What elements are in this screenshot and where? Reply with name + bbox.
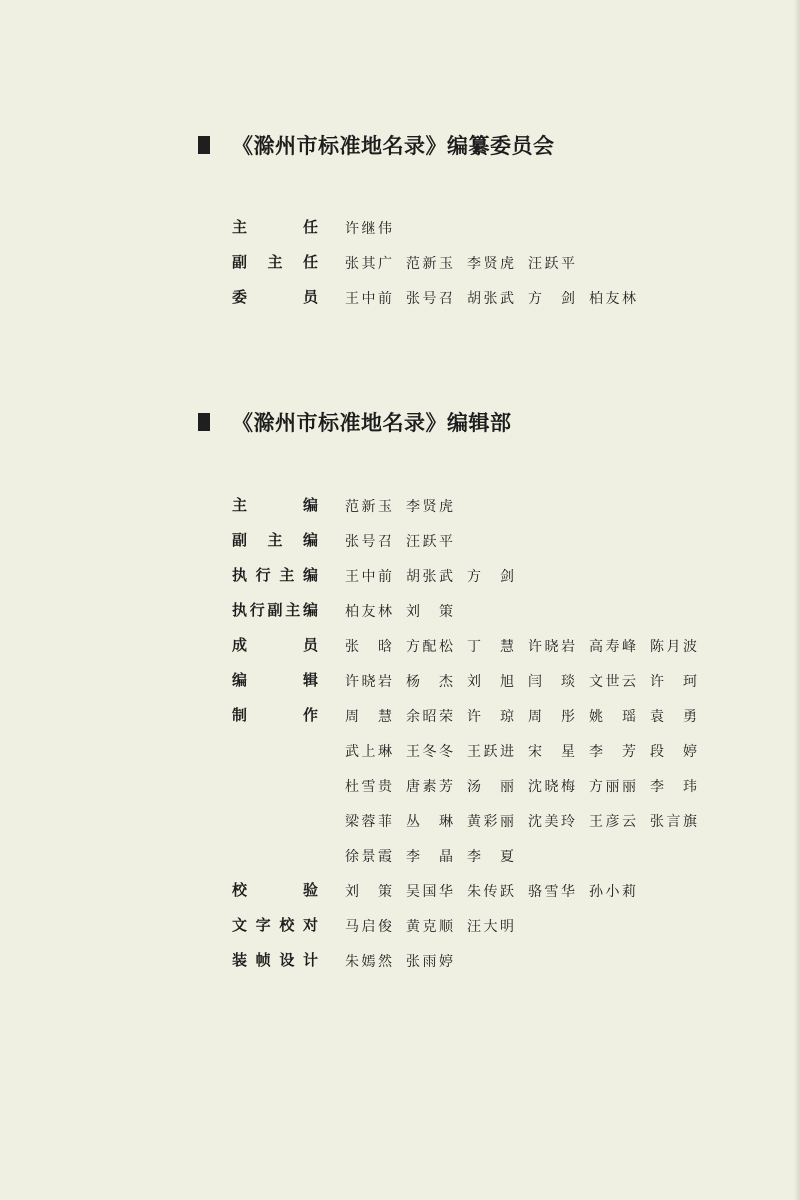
- person-name: 张言旗: [650, 814, 697, 830]
- name-cell: [528, 280, 589, 317]
- name-cell: [345, 733, 406, 770]
- person-name: 王冬冬: [406, 744, 453, 760]
- person-name: 张号召: [345, 534, 392, 550]
- person-name: 许珂: [650, 674, 697, 690]
- name-cell: [650, 733, 711, 770]
- person-name: 高寿峰: [589, 639, 636, 655]
- person-name: 胡张武: [467, 291, 514, 307]
- role-label: 执行主编: [232, 566, 318, 584]
- name-list: [345, 768, 711, 805]
- name-list: [345, 838, 528, 875]
- role-label: 副主编: [232, 531, 318, 549]
- role-label: 文字校对: [232, 916, 318, 934]
- name-cell: [589, 733, 650, 770]
- editorial-heading-text: 《滁州市标准地名录》编辑部: [232, 410, 512, 435]
- person-name: 朱嫣然: [345, 954, 392, 970]
- name-list: [345, 663, 711, 700]
- name-cell: [589, 663, 650, 700]
- person-name: 马启俊: [345, 919, 392, 935]
- person-name: 朱传跃: [467, 884, 514, 900]
- person-name: 丁慧: [467, 639, 514, 655]
- name-cell: [528, 698, 589, 735]
- name-cell: [589, 628, 650, 665]
- heading-bullet: [198, 136, 210, 154]
- person-name: 黄克顺: [406, 919, 453, 935]
- person-name: 李晶: [406, 849, 453, 865]
- name-cell: [345, 908, 406, 945]
- person-name: 胡张武: [406, 569, 453, 585]
- name-cell: [528, 245, 589, 282]
- person-name: 柏友林: [345, 604, 392, 620]
- person-name: 汪跃平: [406, 534, 453, 550]
- role-label: 主任: [232, 218, 318, 236]
- person-name: 沈晓梅: [528, 779, 575, 795]
- role-label: 校验: [232, 881, 318, 899]
- name-cell: [345, 523, 406, 560]
- name-cell: [589, 803, 650, 840]
- person-name: 刘旭: [467, 674, 514, 690]
- person-name: 王中前: [345, 569, 392, 585]
- name-cell: [528, 768, 589, 805]
- person-name: 文世云: [589, 674, 636, 690]
- name-cell: [406, 838, 467, 875]
- person-name: 李夏: [467, 849, 514, 865]
- name-cell: [467, 558, 528, 595]
- committee-heading: [198, 128, 555, 162]
- name-list: [345, 593, 467, 630]
- person-name: 张雨婷: [406, 954, 453, 970]
- name-cell: [345, 873, 406, 910]
- name-cell: [345, 628, 406, 665]
- person-name: 方剑: [528, 291, 575, 307]
- name-cell: [467, 908, 528, 945]
- person-name: 杜雪贵: [345, 779, 392, 795]
- page-edge-shadow: [794, 0, 800, 1200]
- person-name: 李芳: [589, 744, 636, 760]
- person-name: 王跃进: [467, 744, 514, 760]
- person-name: 许琼: [467, 709, 514, 725]
- name-cell: [406, 733, 467, 770]
- name-cell: [528, 733, 589, 770]
- person-name: 宋星: [528, 744, 575, 760]
- name-cell: [406, 558, 467, 595]
- person-name: 范新玉: [406, 256, 453, 272]
- name-cell: [345, 280, 406, 317]
- person-name: 张晗: [345, 639, 392, 655]
- role-label: 副主任: [232, 253, 318, 271]
- person-name: 闫琰: [528, 674, 575, 690]
- name-cell: [650, 768, 711, 805]
- name-cell: [528, 663, 589, 700]
- person-name: 吴国华: [406, 884, 453, 900]
- name-cell: [406, 908, 467, 945]
- name-cell: [589, 698, 650, 735]
- committee-heading-text: 《滁州市标准地名录》编纂委员会: [232, 133, 555, 158]
- person-name: 张其广: [345, 256, 392, 272]
- person-name: 方剑: [467, 569, 514, 585]
- name-cell: [467, 280, 528, 317]
- name-cell: [345, 803, 406, 840]
- name-list: [345, 210, 406, 247]
- person-name: 许晓岩: [528, 639, 575, 655]
- name-cell: [467, 628, 528, 665]
- name-list: [345, 245, 589, 282]
- person-name: 汪跃平: [528, 256, 575, 272]
- person-name: 唐素芳: [406, 779, 453, 795]
- heading-bullet: [198, 413, 210, 431]
- name-cell: [406, 245, 467, 282]
- person-name: 李玮: [650, 779, 697, 795]
- name-list: [345, 698, 711, 735]
- name-cell: [345, 768, 406, 805]
- person-name: 李贤虎: [406, 499, 453, 515]
- person-name: 姚瑶: [589, 709, 636, 725]
- name-list: [345, 943, 467, 980]
- person-name: 王中前: [345, 291, 392, 307]
- name-list: [345, 803, 711, 840]
- person-name: 梁蓉菲: [345, 814, 392, 830]
- role-label: 执行副主编: [232, 601, 318, 619]
- person-name: 沈美玲: [528, 814, 575, 830]
- person-name: 段婷: [650, 744, 697, 760]
- person-name: 张号召: [406, 291, 453, 307]
- person-name: 丛琳: [406, 814, 453, 830]
- person-name: 袁勇: [650, 709, 697, 725]
- name-cell: [345, 838, 406, 875]
- name-cell: [406, 663, 467, 700]
- name-cell: [406, 488, 467, 525]
- person-name: 汪大明: [467, 919, 514, 935]
- name-cell: [528, 873, 589, 910]
- person-name: 周慧: [345, 709, 392, 725]
- person-name: 王彦云: [589, 814, 636, 830]
- role-label: 装帧设计: [232, 951, 318, 969]
- person-name: 周彤: [528, 709, 575, 725]
- name-cell: [345, 663, 406, 700]
- role-label: 主编: [232, 496, 318, 514]
- name-cell: [345, 210, 406, 247]
- person-name: 骆雪华: [528, 884, 575, 900]
- name-cell: [345, 558, 406, 595]
- role-label: 编辑: [232, 671, 318, 689]
- name-cell: [345, 593, 406, 630]
- name-cell: [406, 803, 467, 840]
- name-cell: [467, 663, 528, 700]
- person-name: 武上琳: [345, 744, 392, 760]
- name-cell: [406, 698, 467, 735]
- person-name: 黄彩丽: [467, 814, 514, 830]
- person-name: 杨杰: [406, 674, 453, 690]
- name-cell: [406, 280, 467, 317]
- person-name: 范新玉: [345, 499, 392, 515]
- person-name: 刘策: [406, 604, 453, 620]
- name-cell: [406, 768, 467, 805]
- name-cell: [467, 768, 528, 805]
- name-list: [345, 488, 467, 525]
- person-name: 刘策: [345, 884, 392, 900]
- person-name: 许晓岩: [345, 674, 392, 690]
- editorial-heading: [198, 405, 512, 439]
- name-cell: [345, 245, 406, 282]
- name-list: [345, 558, 528, 595]
- name-cell: [467, 698, 528, 735]
- person-name: 方丽丽: [589, 779, 636, 795]
- name-cell: [589, 768, 650, 805]
- person-name: 孙小莉: [589, 884, 636, 900]
- name-list: [345, 908, 528, 945]
- name-cell: [406, 523, 467, 560]
- person-name: 余昭荣: [406, 709, 453, 725]
- name-cell: [589, 280, 650, 317]
- name-cell: [406, 628, 467, 665]
- name-cell: [467, 733, 528, 770]
- name-cell: [528, 803, 589, 840]
- person-name: 陈月波: [650, 639, 697, 655]
- name-list: [345, 733, 711, 770]
- name-cell: [345, 943, 406, 980]
- name-list: [345, 628, 711, 665]
- role-label: 制作: [232, 706, 318, 724]
- name-cell: [406, 943, 467, 980]
- name-cell: [650, 698, 711, 735]
- name-cell: [345, 488, 406, 525]
- person-name: 方配松: [406, 639, 453, 655]
- name-cell: [650, 663, 711, 700]
- role-label: 委员: [232, 288, 318, 306]
- name-cell: [406, 873, 467, 910]
- name-cell: [589, 873, 650, 910]
- name-cell: [528, 628, 589, 665]
- person-name: 许继伟: [345, 221, 392, 237]
- name-list: [345, 523, 467, 560]
- name-cell: [345, 698, 406, 735]
- role-label: 成员: [232, 636, 318, 654]
- name-list: [345, 873, 650, 910]
- name-cell: [650, 628, 711, 665]
- name-cell: [467, 803, 528, 840]
- name-cell: [467, 245, 528, 282]
- person-name: 徐景霞: [345, 849, 392, 865]
- name-cell: [406, 593, 467, 630]
- person-name: 李贤虎: [467, 256, 514, 272]
- name-list: [345, 280, 650, 317]
- person-name: 柏友林: [589, 291, 636, 307]
- name-cell: [650, 803, 711, 840]
- name-cell: [467, 838, 528, 875]
- person-name: 汤丽: [467, 779, 514, 795]
- name-cell: [467, 873, 528, 910]
